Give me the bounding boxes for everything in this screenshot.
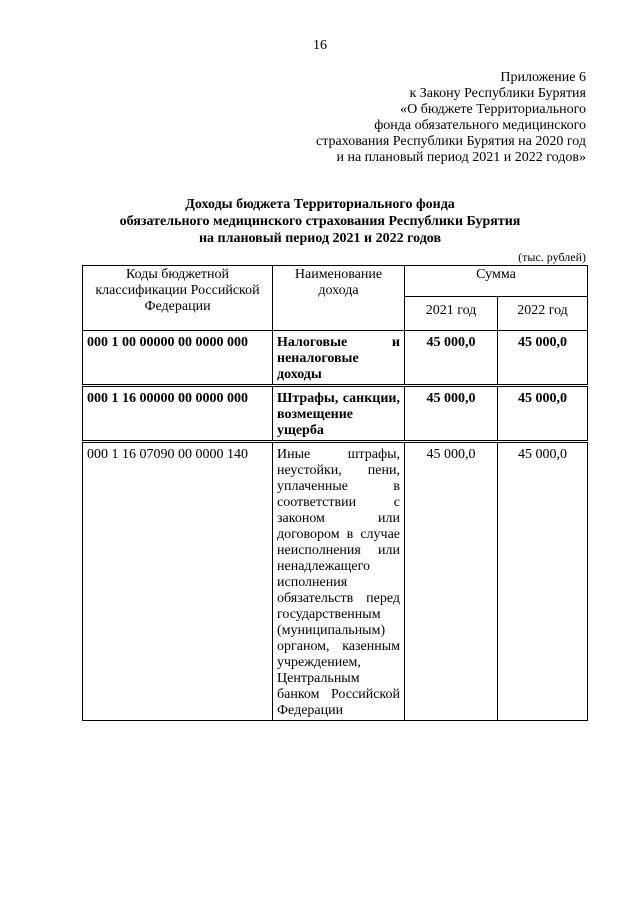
title-line: Доходы бюджета Территориального фонда bbox=[185, 197, 455, 212]
revenue-table bbox=[82, 265, 588, 721]
row-amount-2022: 45 000,0 bbox=[498, 442, 588, 721]
appendix-line: Приложение 6 bbox=[500, 70, 586, 85]
row-amount-2021: 45 000,0 bbox=[405, 331, 498, 386]
appendix-line: и на плановый период 2021 и 2022 годов» bbox=[336, 150, 586, 165]
title-line: на плановый период 2021 и 2022 годов bbox=[198, 231, 442, 246]
row-code: 000 1 00 00000 00 0000 000 bbox=[83, 331, 273, 386]
row-amount-2021: 45 000,0 bbox=[405, 442, 498, 721]
header-sum: Сумма bbox=[405, 266, 588, 297]
document-title bbox=[0, 196, 640, 247]
appendix-line: страхования Республики Бурятия на 2020 год bbox=[316, 134, 586, 149]
row-code: 000 1 16 00000 00 0000 000 bbox=[83, 386, 273, 442]
appendix-line: «О бюджете Территориального bbox=[400, 102, 586, 117]
title-line: обязательного медицинского страхования Республики Бурятия bbox=[119, 214, 521, 229]
appendix-header bbox=[246, 70, 586, 166]
table-row bbox=[83, 386, 588, 442]
table-row bbox=[83, 442, 588, 721]
table-row bbox=[83, 331, 588, 386]
row-code: 000 1 16 07090 00 0000 140 bbox=[83, 442, 273, 721]
row-amount-2022: 45 000,0 bbox=[498, 386, 588, 442]
header-code: Коды бюджетной классификации Российской Федерации bbox=[83, 266, 273, 331]
row-name: Иные штрафы, неустойки, пени, уплаченные в соответствии с законом или договором в случае неисполнения или ненадлежащего исполнения обязательств перед государственным (муниципальным) органом, казенным учреждением, Центральным банком Российской Федерации bbox=[273, 442, 405, 721]
row-amount-2021: 45 000,0 bbox=[405, 386, 498, 442]
page-number: 16 bbox=[313, 38, 327, 53]
header-year-2022: 2022 год bbox=[498, 297, 588, 331]
appendix-line: к Закону Республики Бурятия bbox=[409, 86, 586, 101]
header-year-2021: 2021 год bbox=[405, 297, 498, 331]
row-name: Штрафы, санкции, возмещение ущерба bbox=[273, 386, 405, 442]
appendix-line: фонда обязательного медицинского bbox=[374, 118, 586, 133]
row-name: Налоговые и неналоговые доходы bbox=[273, 331, 405, 386]
row-amount-2022: 45 000,0 bbox=[498, 331, 588, 386]
unit-label: (тыс. рублей) bbox=[518, 250, 586, 264]
header-name: Наименование дохода bbox=[273, 266, 405, 331]
